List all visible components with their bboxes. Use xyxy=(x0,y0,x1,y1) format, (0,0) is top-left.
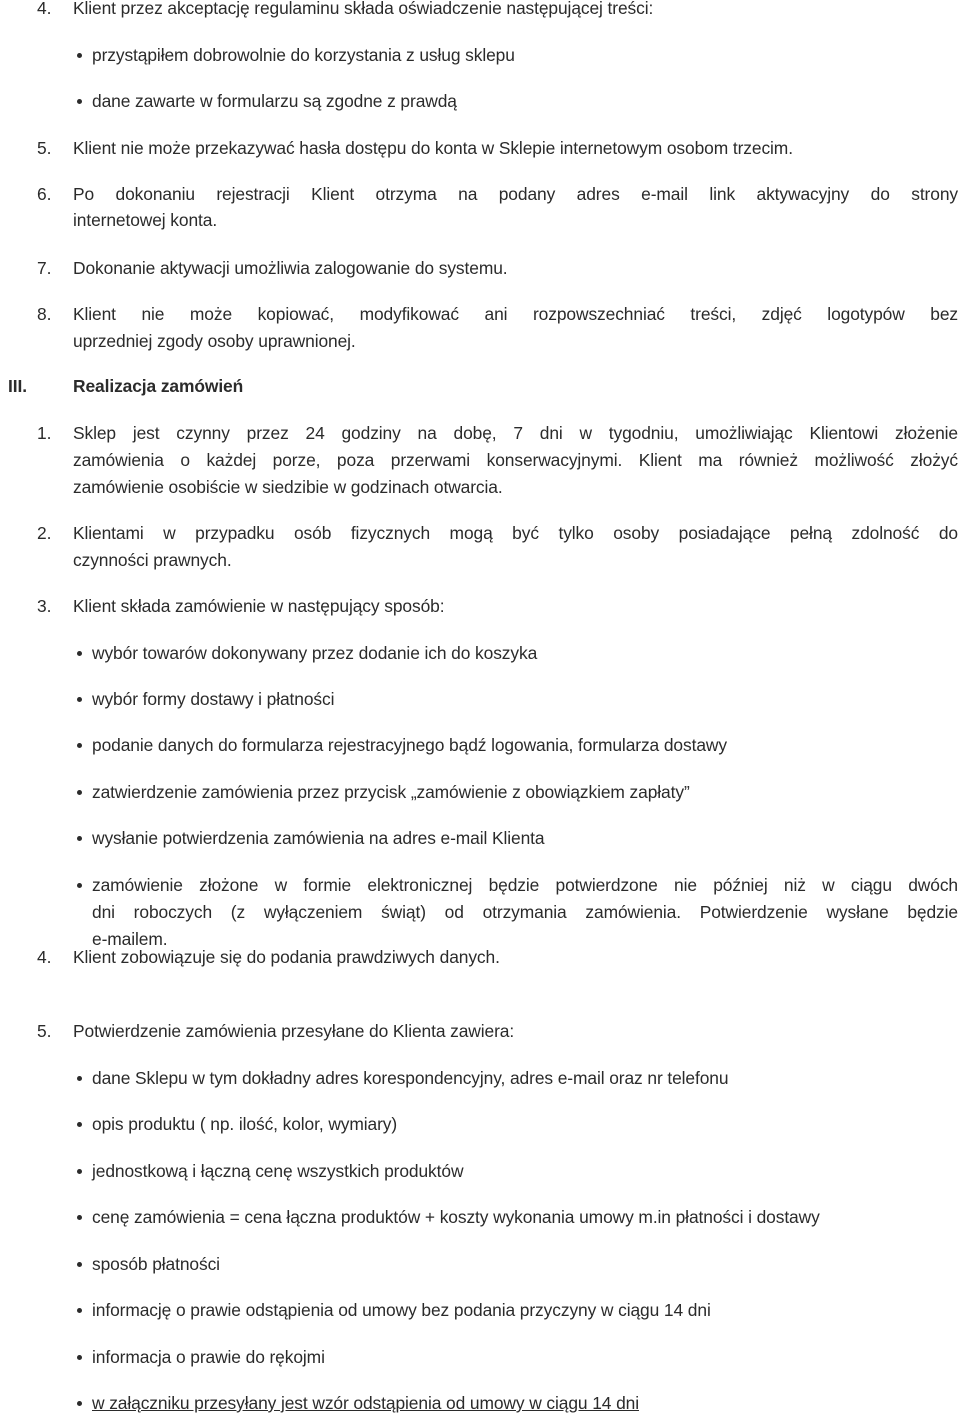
list-item-text: sposób płatności xyxy=(92,1254,220,1274)
bullet-icon xyxy=(77,99,82,104)
list-item-text: dane Sklepu w tym dokładny adres korespondencyjny, adres e-mail oraz nr telefonu xyxy=(92,1068,729,1088)
item-number: 4. xyxy=(37,947,52,967)
bullet-icon xyxy=(77,1308,82,1313)
item-number: 8. xyxy=(37,304,52,324)
list-item-text: jednostkową i łączną cenę wszystkich produktów xyxy=(92,1161,464,1181)
bullet-icon xyxy=(77,1122,82,1127)
item-text: czynności prawnych. xyxy=(73,550,232,570)
item-text: Potwierdzenie zamówienia przesyłane do Klienta zawiera: xyxy=(73,1021,515,1041)
item-number: 1. xyxy=(37,423,52,443)
bullet-icon xyxy=(77,53,82,58)
bullet-icon xyxy=(77,1355,82,1360)
item-text: zamówienia o każdej porze, poza przerwami konserwacyjnymi. Klient ma również możliwość złożyć xyxy=(73,450,958,470)
list-item-text: dni roboczych (z wyłączeniem świąt) od otrzymania zamówienia. Potwierdzenie wysłane będzie xyxy=(92,902,958,922)
bullet-icon xyxy=(77,790,82,795)
item-text: Sklep jest czynny przez 24 godziny na dobę, 7 dni w tygodniu, umożliwiając Klientowi złożenie xyxy=(73,423,958,443)
item-text: Klient nie może kopiować, modyfikować ani rozpowszechniać treści, zdjęć logotypów bez xyxy=(73,304,958,324)
item-text: Klient nie może przekazywać hasła dostępu do konta w Sklepie internetowym osobom trzecim. xyxy=(73,138,793,158)
bullet-icon xyxy=(77,1215,82,1220)
item-text: Klient zobowiązuje się do podania prawdziwych danych. xyxy=(73,947,500,967)
bullet-icon xyxy=(77,697,82,702)
item-text: Klient przez akceptację regulaminu składa oświadczenie następującej treści: xyxy=(73,0,654,18)
item-number: 6. xyxy=(37,184,52,204)
item-text: zamówienie osobiście w siedzibie w godzinach otwarcia. xyxy=(73,477,503,497)
bullet-icon xyxy=(77,1401,82,1406)
list-item-text: e-mailem. xyxy=(92,929,168,949)
item-text: Klientami w przypadku osób fizycznych mogą być tylko osoby posiadające pełną zdolność do xyxy=(73,523,958,543)
item-number: 4. xyxy=(37,0,52,18)
bullet-icon xyxy=(77,1169,82,1174)
list-item-text: zamówienie złożone w formie elektronicznej będzie potwierdzone nie później niż w ciągu dwóch xyxy=(92,875,958,895)
item-text: Po dokonaniu rejestracji Klient otrzyma na podany adres e-mail link aktywacyjny do strony xyxy=(73,184,958,204)
bullet-icon xyxy=(77,1262,82,1267)
bullet-icon xyxy=(77,651,82,656)
list-item-text: w załączniku przesyłany jest wzór odstąpienia od umowy w ciągu 14 dni xyxy=(92,1393,639,1413)
list-item-text: cenę zamówienia = cena łączna produktów + koszty wykonania umowy m.in płatności i dostawy xyxy=(92,1207,820,1227)
list-item-text: informacja o prawie do rękojmi xyxy=(92,1347,325,1367)
item-text: uprzedniej zgody osoby uprawnionej. xyxy=(73,331,356,351)
section-title: Realizacja zamówień xyxy=(73,376,244,396)
item-number: 2. xyxy=(37,523,52,543)
list-item-text: przystąpiłem dobrowolnie do korzystania z usług sklepu xyxy=(92,45,515,65)
list-item-text: wybór towarów dokonywany przez dodanie ich do koszyka xyxy=(92,643,538,663)
section-number: III. xyxy=(8,376,27,396)
bullet-icon xyxy=(77,883,82,888)
list-item-text: zatwierdzenie zamówienia przez przycisk „zamówienie z obowiązkiem zapłaty” xyxy=(92,782,690,802)
item-text: Dokonanie aktywacji umożliwia zalogowanie do systemu. xyxy=(73,258,508,278)
item-number: 5. xyxy=(37,138,52,158)
item-text: internetowej konta. xyxy=(73,210,218,230)
list-item-text: dane zawarte w formularzu są zgodne z prawdą xyxy=(92,91,457,111)
list-item-text: opis produktu ( np. ilość, kolor, wymiary) xyxy=(92,1114,398,1134)
list-item-text: wybór formy dostawy i płatności xyxy=(92,689,335,709)
list-item-text: wysłanie potwierdzenia zamówienia na adres e-mail Klienta xyxy=(92,828,545,848)
item-number: 3. xyxy=(37,596,52,616)
list-item-text: podanie danych do formularza rejestracyjnego bądź logowania, formularza dostawy xyxy=(92,735,727,755)
item-text: Klient składa zamówienie w następujący sposób: xyxy=(73,596,445,616)
item-number: 7. xyxy=(37,258,52,278)
bullet-icon xyxy=(77,836,82,841)
bullet-icon xyxy=(77,743,82,748)
list-item-text: informację o prawie odstąpienia od umowy bez podania przyczyny w ciągu 14 dni xyxy=(92,1300,711,1320)
item-number: 5. xyxy=(37,1021,52,1041)
bullet-icon xyxy=(77,1076,82,1081)
